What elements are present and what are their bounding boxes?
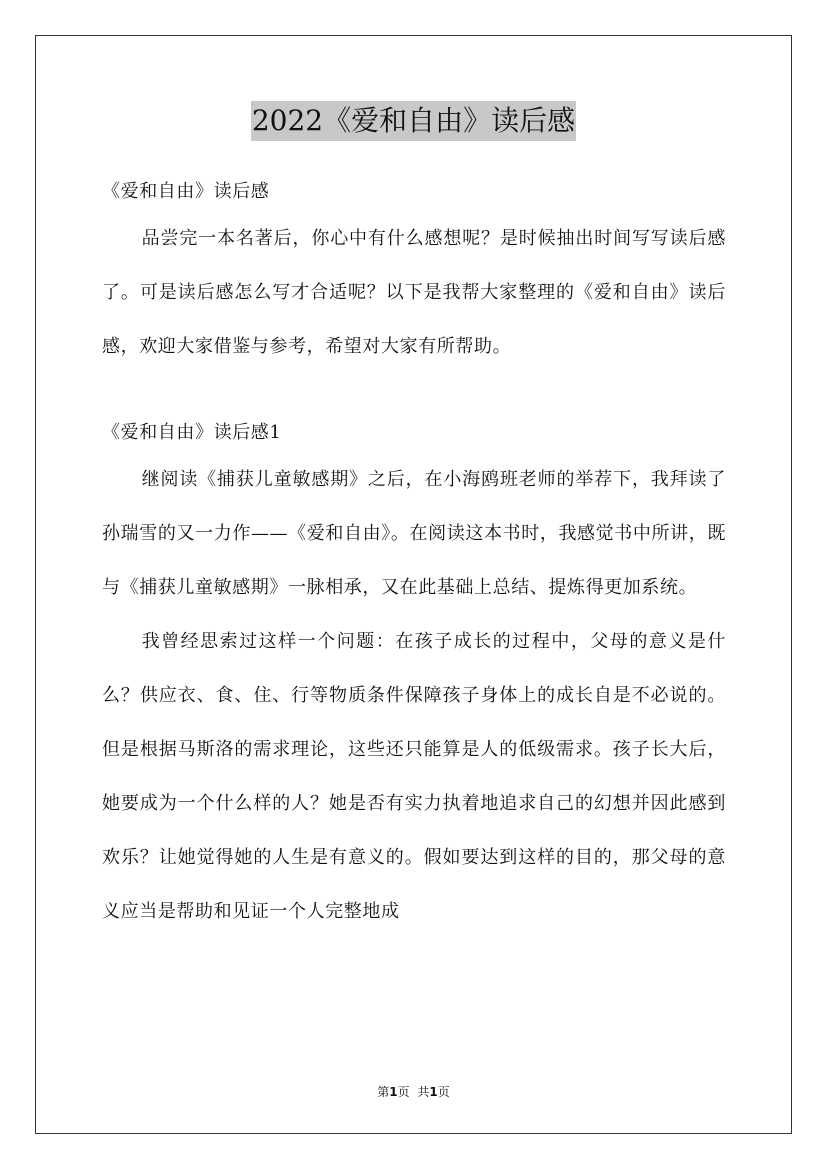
footer-total-suffix: 页 — [437, 1085, 450, 1099]
document-body — [102, 172, 726, 939]
section-gap — [102, 374, 726, 413]
page-footer — [0, 1083, 827, 1100]
intro-subheading: 《爱和自由》读后感 — [102, 181, 270, 202]
intro-paragraph: 品尝完一本名著后，你心中有什么感想呢？是时候抽出时间写写读后感了。可是读后感怎么写才合适呢？以下是我帮大家整理的《爱和自由》读后感，欢迎大家借鉴与参考，希望对大家有所帮助。 — [102, 228, 726, 357]
section1-heading: 《爱和自由》读后感1 — [102, 422, 282, 443]
footer-total-prefix: 共 — [417, 1085, 430, 1099]
footer-page-number: 1 — [389, 1085, 398, 1099]
section1-paragraph-2: 我曾经思索过这样一个问题：在孩子成长的过程中，父母的意义是什么？供应衣、食、住、行等物质条件保障孩子身体上的成长自是不必说的。但是根据马斯洛的需求理论，这些还只能算是人的低级需求。孩子长大后，她要成为一个什么样的人？她是否有实力执着地追求自己的幻想并因此感到欢乐？让她觉得她的人生是有意义的。假如要达到这样的目的，那父母的意义应当是帮助和见证一个人完整地成 — [102, 631, 726, 922]
title-container — [0, 101, 827, 141]
footer-page-suffix: 页 — [397, 1085, 410, 1099]
section1-paragraph-1: 继阅读《捕获儿童敏感期》之后，在小海鸥班老师的举荐下，我拜读了孙瑞雪的又一力作——《爱和自由》。在阅读这本书时，我感觉书中所讲，既与《捕获儿童敏感期》一脉相承，又在此基础上总结、提炼得更加系统。 — [102, 469, 726, 598]
document-title: 2022《爱和自由》读后感 — [251, 101, 576, 141]
footer-total-number: 1 — [429, 1085, 438, 1099]
footer-page-prefix: 第 — [377, 1085, 390, 1099]
